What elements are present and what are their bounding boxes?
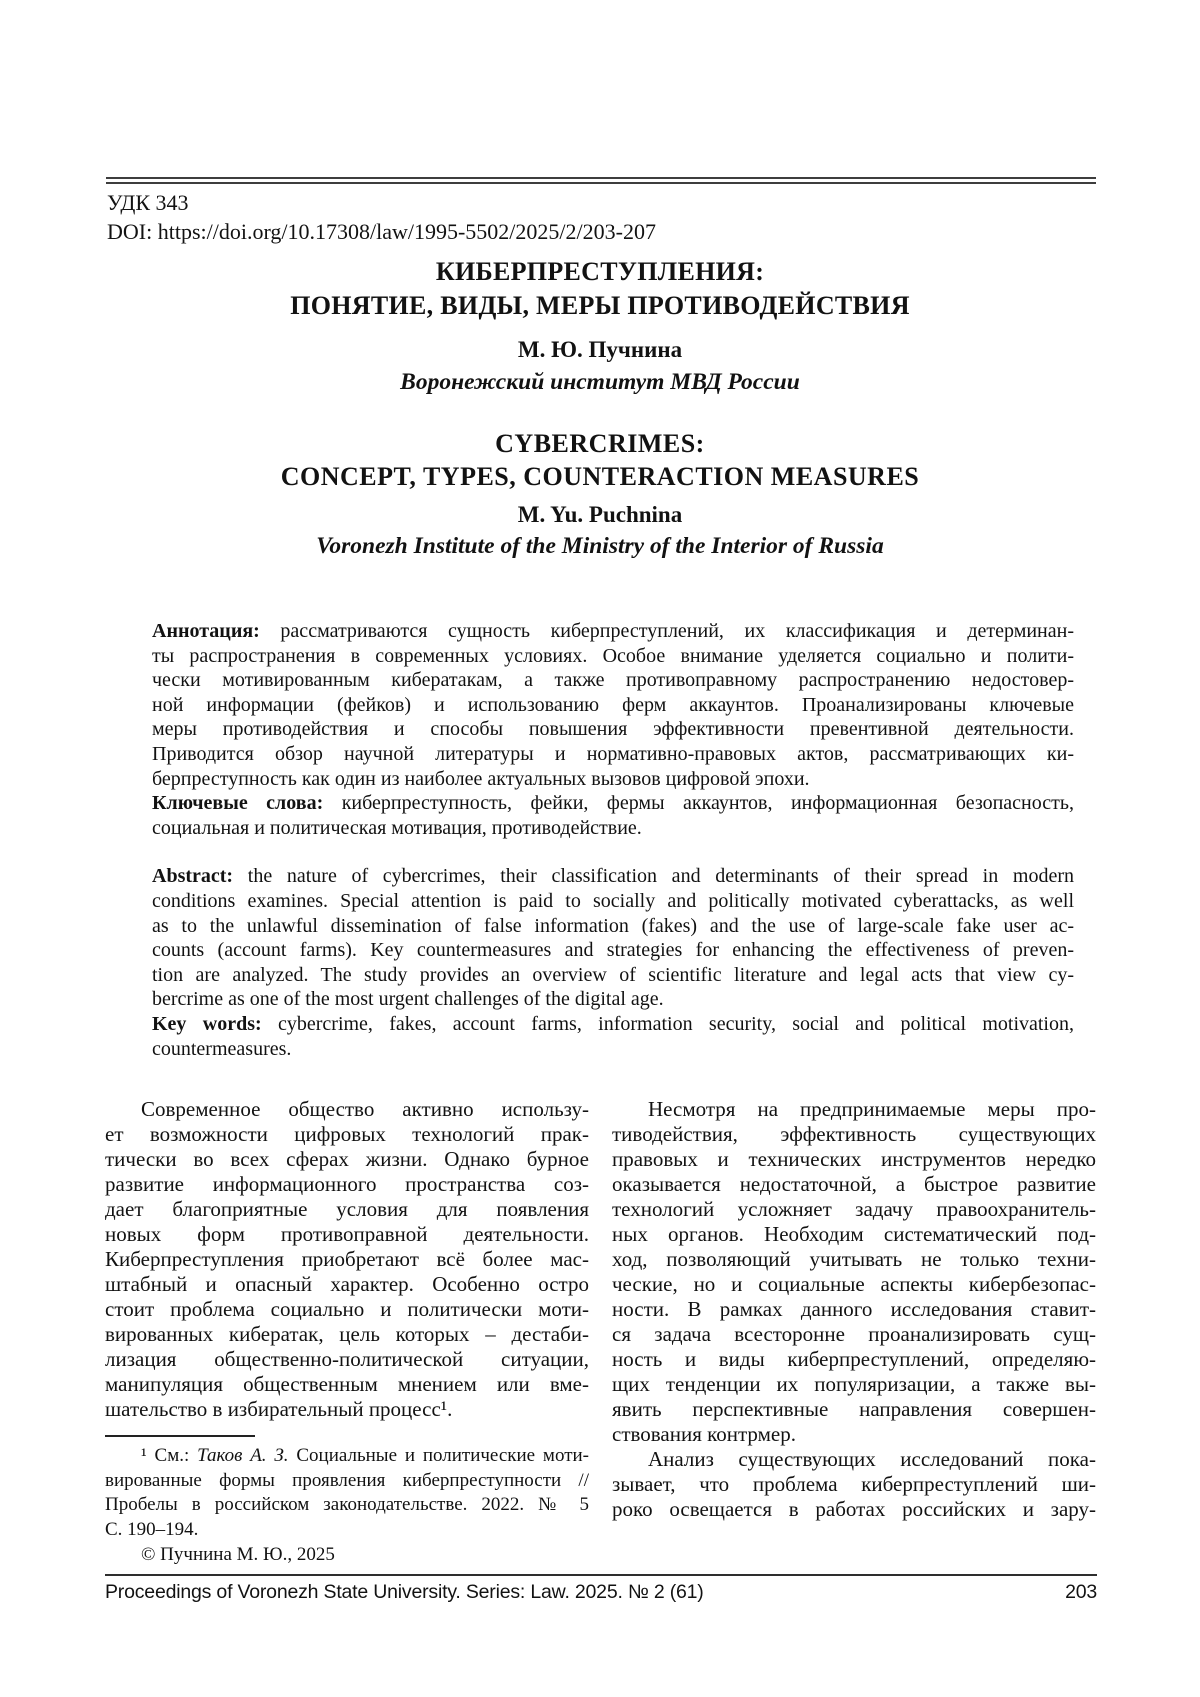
- body-text-line: ся задача всесторонне проанализировать сущ-: [612, 1322, 1096, 1346]
- body-paragraph-last-line: ствования контрмер.: [612, 1422, 796, 1446]
- body-text-line: ческие, но и социальные аспекты кибербезопас-: [612, 1272, 1096, 1296]
- annotation-ru-line: Приводится обзор научной литературы и нормативно-правовых актов, рассматривающих ки-: [152, 742, 1074, 765]
- body-column-right: [612, 1097, 1096, 1522]
- annotation-ru-first-line: [152, 619, 1074, 644]
- footnote-lines: [105, 1469, 589, 1518]
- affiliation-ru: Воронежский институт МВД России: [400, 369, 800, 395]
- body-text-line: лизация общественно-политической ситуации,: [105, 1347, 589, 1371]
- abstract-en-line: as to the unlawful dissemination of false information (fakes) and the use of large-scale fake user ac-: [152, 914, 1074, 937]
- page-number: 203: [1065, 1581, 1097, 1603]
- body-text-line: ность и виды киберпреступлений, определяю-: [612, 1347, 1096, 1371]
- annotation-ru-line: ной информации (фейков) и использованию ферм аккаунтов. Проанализированы ключевые: [152, 693, 1074, 716]
- article-title-en-line1: CYBERCRIMES:: [495, 429, 705, 458]
- abstract-block: [152, 619, 1074, 1061]
- keywords-en-last-line: countermeasures.: [152, 1037, 292, 1060]
- body-paragraph-first-line: Несмотря на предпринимаемые меры про-: [648, 1097, 1096, 1121]
- body-text-line: явить перспективные направления совершен-: [612, 1397, 1096, 1421]
- doi-line: DOI: https://doi.org/10.17308/law/1995-5502/2025/2/203-207: [107, 219, 656, 244]
- abstract-en-line: counts (account farms). Key countermeasures and strategies for enhancing the effectiveness of preven-: [152, 939, 1074, 962]
- body-text-line: ности. В рамках данного исследования ставит-: [612, 1297, 1096, 1321]
- annotation-ru-line: меры противодействия и способы повышения эффективности превентивной деятельности.: [152, 718, 1074, 741]
- body-text-line: оказывается недостаточной, а быстрое развитие: [612, 1172, 1096, 1196]
- abstract-en-first-line: [152, 864, 1074, 889]
- body-text-line: тиводействия, эффективность существующих: [612, 1122, 1096, 1146]
- abstract-en-last-line: bercrime as one of the most urgent challenges of the digital age.: [152, 988, 664, 1011]
- right-column-p2-lines: [612, 1472, 1096, 1522]
- keywords-ru-text: киберпреступность, фейки, фермы аккаунтов, информационная безопасность,: [323, 792, 1074, 815]
- body-column-left: [105, 1097, 589, 1568]
- footnote-text: Социальные и политические моти-: [288, 1445, 589, 1466]
- body-text-line: зывает, что проблема киберпреступлений ши-: [612, 1472, 1096, 1496]
- keywords-ru-first-line: [152, 791, 1074, 816]
- author-name-ru: М. Ю. Пучнина: [517, 337, 683, 362]
- footnote-first-line: [105, 1444, 589, 1469]
- annotation-ru-lines: [152, 644, 1074, 767]
- body-text-line: ных органов. Необходим систематический под-: [612, 1222, 1096, 1246]
- author-name-en: M. Yu. Puchnina: [517, 502, 683, 527]
- body-text-line: развитие информационного пространства соз-: [105, 1172, 589, 1196]
- left-column-lines: [105, 1122, 589, 1397]
- body-text-line: тически во всех сферах жизни. Однако бурное: [105, 1147, 589, 1171]
- journal-citation: Proceedings of Voronezh State University. Series: Law. 2025. № 2 (61): [105, 1581, 704, 1603]
- body-text-line: Киберпреступления приобретают всё более мас-: [105, 1247, 589, 1271]
- footnote-author-italic: Таков А. З.: [197, 1445, 289, 1466]
- annotation-ru-last-line: берпреступность как один из наиболее актуальных вызовов цифровой эпохи.: [152, 767, 810, 790]
- body-text-line: дает благоприятные условия для появления: [105, 1197, 589, 1221]
- footnote-block: [105, 1444, 589, 1568]
- page-footer: [105, 1581, 1097, 1604]
- footer-rule: [105, 1574, 1097, 1576]
- copyright-line: © Пучнина М. Ю., 2025: [141, 1544, 335, 1565]
- body-text-line: технологий усложняет задачу правоохранитель-: [612, 1197, 1096, 1221]
- footnote-last-line: С. 190–194.: [105, 1518, 199, 1540]
- udc-doi-block: [107, 188, 656, 246]
- body-paragraph-first-line: Анализ существующих исследований пока-: [648, 1447, 1096, 1471]
- annotation-ru-line: чески мотивированным кибератакам, а также противоправному распространению недостовер-: [152, 669, 1074, 692]
- annotation-ru-label: Аннотация:: [152, 620, 260, 642]
- abstract-en-line: tion are analyzed. The study provides an overview of scientific literature and legal acts that view cy-: [152, 963, 1074, 986]
- body-text-line: новых форм противоправной деятельности.: [105, 1222, 589, 1246]
- annotation-ru-text: рассматриваются сущность киберпреступлений, их классификация и детерминан-: [259, 620, 1074, 642]
- keywords-en-first-line: [152, 1012, 1074, 1037]
- footnote-line: вированные формы проявления киберпреступности //: [105, 1469, 589, 1491]
- body-text-line: роко освещается в работах российских и зару-: [612, 1497, 1096, 1521]
- abstract-en-line: conditions examines. Special attention is paid to socially and politically motivated cyberattacks, as well: [152, 889, 1074, 912]
- abstract-en-text: the nature of cybercrimes, their classification and determinants of their spread in modern: [233, 865, 1074, 888]
- right-column-p1-lines: [612, 1122, 1096, 1422]
- abstract-en-lines: [152, 889, 1074, 987]
- article-title-en-line2: CONCEPT, TYPES, COUNTERACTION MEASURES: [280, 462, 920, 491]
- article-title-ru-line2: ПОНЯТИЕ, ВИДЫ, МЕРЫ ПРОТИВОДЕЙСТВИЯ: [290, 291, 910, 320]
- annotation-ru-line: ты распространения в современных условиях. Особое внимание уделяется социально и полити-: [152, 644, 1074, 667]
- body-text-line: ход, позволяющий учитывать не только техни-: [612, 1247, 1096, 1271]
- keywords-ru-label: Ключевые слова:: [152, 792, 324, 815]
- top-double-rule: [106, 177, 1096, 184]
- article-title-ru: [0, 255, 1200, 323]
- body-paragraph-first-line: Современное общество активно использу-: [141, 1097, 589, 1121]
- footnote-marker: ¹ См.:: [141, 1445, 198, 1466]
- keywords-en-label: Key words:: [152, 1012, 262, 1035]
- abstract-en-label: Abstract:: [152, 865, 234, 888]
- keywords-en-text: cybercrime, fakes, account farms, information security, social and political motivation,: [261, 1012, 1074, 1035]
- keywords-ru-last-line: социальная и политическая мотивация, противодействие.: [152, 816, 642, 839]
- body-text-line: манипуляция общественным мнением или вме-: [105, 1372, 589, 1396]
- body-paragraph-last-line: шательство в избирательный процесс¹.: [105, 1397, 453, 1421]
- body-text-line: ет возможности цифровых технологий прак-: [105, 1122, 589, 1146]
- article-title-ru-line1: КИБЕРПРЕСТУПЛЕНИЯ:: [435, 257, 765, 286]
- body-text-line: правовых и технических инструментов нередко: [612, 1147, 1096, 1171]
- article-title-en: [0, 427, 1200, 493]
- footnote-separator-rule: [105, 1435, 255, 1437]
- body-text-line: стоит проблема социально и политически моти-: [105, 1297, 589, 1321]
- body-text-line: вированных кибератак, цель которых – дестаби-: [105, 1322, 589, 1346]
- body-text-line: штабный и опасный характер. Особенно остро: [105, 1272, 589, 1296]
- udc-number: УДК 343: [107, 190, 189, 215]
- body-text-line: щих тенденции их популяризации, а также вы-: [612, 1372, 1096, 1396]
- footnote-line: Пробелы в российском законодательстве. 2022. № 5: [105, 1494, 589, 1515]
- affiliation-en: Voronezh Institute of the Ministry of the Interior of Russia: [316, 533, 884, 559]
